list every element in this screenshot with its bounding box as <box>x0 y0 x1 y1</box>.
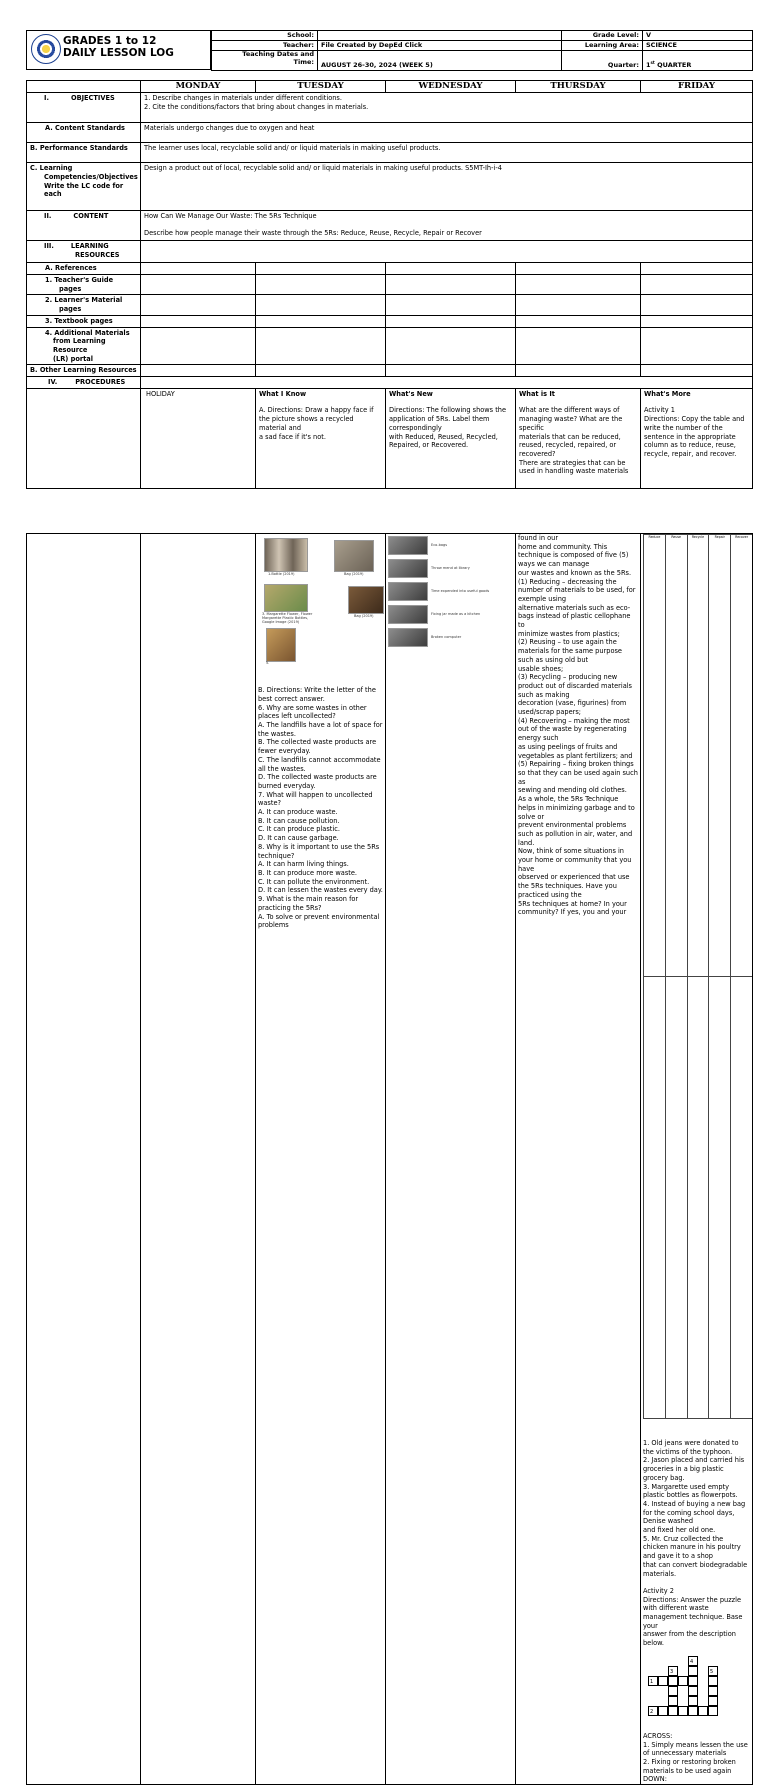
tuesday-image-row-1 <box>258 534 383 577</box>
day-header-wednesday: WEDNESDAY <box>386 81 516 93</box>
jar-image <box>388 605 428 624</box>
dates-value: AUGUST 26-30, 2024 (WEEK 5) <box>318 51 562 71</box>
cw-cell-2: 2 <box>648 1706 658 1716</box>
additional-materials-label <box>27 327 141 365</box>
wed-caption-2: Throw mend at library <box>431 565 470 570</box>
library-image <box>388 559 428 578</box>
wed-caption-1: Eco-bags <box>431 542 448 547</box>
col-recover: Recover <box>731 535 753 977</box>
procedures-header-cell <box>141 377 753 389</box>
other-resources-label: B. Other Learning Resources <box>27 365 141 377</box>
5rs-answer-table <box>643 534 753 1419</box>
procedures-label <box>27 377 141 389</box>
bottles-image <box>264 538 308 572</box>
lr-title-1: LEARNING <box>70 242 109 251</box>
grade-label: Grade Level: <box>562 31 643 41</box>
tg-l2: pages <box>59 284 82 293</box>
computer-image <box>388 628 428 647</box>
thursday-text: What are the different ways of managing waste? What are the specific materials that can be reduced, reused, recycled, repaired, or recovered? There are strategies that can be used in handling waste materials <box>519 406 629 476</box>
wednesday-title: What's New <box>389 389 433 398</box>
flower-bottle-image <box>264 584 308 612</box>
competencies-text: Design a product out of local, recyclable solid and/ or liquid materials in making useful products. S5MT-Ih-i-4 <box>141 163 753 211</box>
wed-caption-3: Time expended into useful goods <box>431 588 490 593</box>
objectives-title: OBJECTIVES <box>70 94 115 103</box>
area-value: SCIENCE <box>643 41 753 51</box>
caption-3: 3. Margarette Flower, Flower Margarette Plastic Bottles, Google Image (2019) <box>262 611 313 624</box>
learners-material-label <box>27 295 141 315</box>
am-l2: from Learning Resource <box>53 337 106 354</box>
content-text <box>141 211 753 241</box>
quarter-num: 1 <box>646 61 651 70</box>
friday-title: What's More <box>644 389 691 398</box>
p2-monday <box>141 534 256 1785</box>
procedure-monday <box>141 388 256 488</box>
goods-image <box>388 582 428 601</box>
performance-standards-label: B. Performance Standards <box>27 143 141 163</box>
dates-label <box>212 51 318 71</box>
procedure-tuesday <box>256 388 386 488</box>
day-header-thursday: THURSDAY <box>516 81 641 93</box>
p2-friday <box>641 534 753 1785</box>
area-label: Learning Area: <box>562 41 643 51</box>
title-line-1: GRADES 1 to 12 <box>63 35 157 47</box>
title-line-2: DAILY LESSON LOG <box>63 47 174 60</box>
wed-item-3 <box>388 582 513 601</box>
tuesday-image-row-3 <box>266 628 383 666</box>
am-l1: 4. Additional Materials <box>45 328 130 337</box>
deped-seal-icon <box>31 34 61 64</box>
p2-wednesday <box>386 534 516 1785</box>
log-title <box>63 35 174 59</box>
references-label: A. References <box>27 263 141 275</box>
objective-1: 1. Describe changes in materials under different conditions. <box>144 94 342 103</box>
lr-num: III. <box>44 242 54 251</box>
competencies-l3: Write the LC code for each <box>44 181 124 199</box>
crossword-puzzle <box>648 1656 728 1736</box>
cw-cell-1: 1 <box>648 1676 658 1686</box>
friday-activity-text: 1. Old jeans were donated to the victims of the typhoon. 2. Jason placed and carried his groceries in a big plastic grocery bag. 3. Margarette used empty plastic bottles as flowerpots. 4. Instead of buying a new bag for the coming school days, Denise washed and fixed her old one. 5. Mr. Cruz collected the chicken manure in his poultry and gave it to a shop that can convert biodegradable materials. Activity 2 Directions: Answer the puzzle with different waste management technique. Base your answer from the description below. <box>643 1439 748 1648</box>
col-reuse: Reuse <box>665 535 687 977</box>
vase-image <box>266 628 296 662</box>
tuesday-quiz-text: B. Directions: Write the letter of the best correct answer. 6. Why are some wastes in other places left uncollected? A. The landfills have a lot of space for the wastes. B. The collected waste products are fewer everyday. C. The landfills cannot accommodate all the wastes. D. The collected waste products are burned everyday. 7. What will happen to uncollected waste? A. It can produce waste. B. It can cause pollution. C. It can produce plastic. D. It can cause garbage. 8. Why is it important to use the 5Rs technique? A. It can harm living things. B. It can produce more waste. C. It can pollute the environment. D. It can lessen the wastes every day. 9. What is the main reason for practicing the 5Rs? A. To solve or prevent environmental problems <box>258 686 383 930</box>
col-reduce: Reduce <box>644 535 666 977</box>
logo-title-cell <box>26 30 211 70</box>
learning-resources-cell <box>141 241 753 263</box>
objectives-label <box>27 93 141 123</box>
teacher-value: File Created by DepEd Click <box>318 41 562 51</box>
friday-text: Activity 1 Directions: Copy the table and write the number of the sentence in the appropriate column as to reduce, reuse, recycle, repair, and recover. <box>644 406 745 458</box>
school-label: School: <box>212 31 318 41</box>
wed-item-2 <box>388 559 513 578</box>
learning-resources-label <box>27 241 141 263</box>
col-repair: Repair <box>709 535 731 977</box>
p2-label-col <box>27 534 141 1785</box>
school-value <box>318 31 562 41</box>
teachers-guide-label <box>27 275 141 295</box>
dates-label-1: Teaching Dates and <box>242 50 314 58</box>
procedure-friday <box>641 388 753 488</box>
wed-caption-4: Fixing jar made as a kitchen <box>431 611 481 616</box>
objective-2: 2. Cite the conditions/factors that bring about changes in materials. <box>144 103 369 112</box>
leather-bag-image <box>348 586 384 614</box>
bag-image <box>334 540 374 572</box>
quarter-value <box>643 51 753 71</box>
content-line-1: How Can We Manage Our Waste: The 5Rs Technique <box>144 212 317 221</box>
eco-bag-image <box>388 536 428 555</box>
am-l3: (LR) portal <box>53 354 93 363</box>
content-num: II. <box>44 212 52 221</box>
grade-value: V <box>643 31 753 41</box>
content-title: CONTENT <box>73 212 109 221</box>
wed-item-4 <box>388 605 513 624</box>
lesson-plan-table <box>26 80 753 489</box>
content-label <box>27 211 141 241</box>
quarter-label: Quarter: <box>562 51 643 71</box>
lr-title-2: RESOURCES <box>75 251 120 260</box>
procedure-wednesday <box>386 388 516 488</box>
p2-thursday <box>516 534 641 1785</box>
caption-2: Bag (2019) <box>344 572 364 576</box>
objectives-text <box>141 93 753 123</box>
cw-cell-4: 4 <box>688 1656 698 1666</box>
tuesday-image-row-2 <box>258 580 383 625</box>
caption-4: Bag (2019) <box>354 613 374 618</box>
lesson-plan-table-continued <box>26 533 753 1785</box>
friday-clues-text: ACROSS: 1. Simply means lessen the use of unnecessary materials 2. Fixing or restoring broken materials to be used again DOWN: <box>643 1731 748 1784</box>
procedures-num: IV. <box>48 378 58 387</box>
objectives-num: I. <box>44 94 49 103</box>
procedure-thursday <box>516 388 641 488</box>
wednesday-text: Directions: The following shows the application of 5Rs. Label them correspondingly with Reduced, Reused, Recycled, Repaired, or Recovered. <box>389 406 507 450</box>
monday-holiday: HOLIDAY <box>146 389 175 398</box>
tuesday-text: A. Directions: Draw a happy face if the picture shows a recycled material and a sad face if it's not. <box>259 406 374 441</box>
caption-1: 1.Bottle (2019) <box>268 572 295 576</box>
content-standards-label: A. Content Standards <box>27 123 141 143</box>
thursday-discussion-text: found in our home and community. This technique is composed of five (5) ways we can manage our wastes and known as the 5Rs. (1) Reducing – decreasing the number of materials to be used, for exemple using alternative materials such as eco-bags instead of plastic cellophane to minimize wastes from plastics; (2) Reusing – to use again the materials for the same purpose such as using old but usable shoes; (3) Recycling – producing new product out of discarded materials such as making decoration (vase, figurines) from used/scrap papers; (4) Recovering – making the most out of the waste by regenerating energy such as using peelings of fruits and vegetables as plant fertilizers; and (5) Repairing – fixing broken things so that they can be used again such as sewing and mending old clothes. As a whole, the 5Rs Technique helps in minimizing garbage and to solve or prevent environmental problems such as pollution in air, water, and land. Now, think of some situations in your home or community that you have observed or experienced that use the 5Rs techniques. Have you practiced using the 5Rs techniques at home? In your community? If yes, you and your <box>518 534 638 917</box>
day-header-friday: FRIDAY <box>641 81 753 93</box>
caption-5: 5. <box>266 661 270 666</box>
competencies-label <box>27 163 141 211</box>
dates-label-2: Time: <box>293 57 314 66</box>
performance-standards-text: The learner uses local, recyclable solid and/ or liquid materials in making useful products. <box>141 143 753 163</box>
quarter-sup: st <box>650 60 655 66</box>
competencies-l2: Competencies/Objectives <box>44 173 138 182</box>
procedures-title: PROCEDURES <box>75 378 126 387</box>
procedures-empty <box>27 388 141 488</box>
tuesday-title: What I Know <box>259 389 307 398</box>
quarter-text: QUARTER <box>654 61 692 70</box>
p2-tuesday <box>256 534 386 1785</box>
lm-l1: 2. Learner's Material <box>45 296 123 305</box>
content-line-2: Describe how people manage their waste through the 5Rs: Reduce, Reuse, Recycle, Repair or Recover <box>144 229 482 238</box>
cw-cell-3: 3 <box>668 1666 678 1676</box>
day-header-tuesday: TUESDAY <box>256 81 386 93</box>
meta-table <box>211 30 753 71</box>
col-recycle: Recycle <box>687 535 709 977</box>
wed-item-5 <box>388 628 513 647</box>
day-header-monday: MONDAY <box>141 81 256 93</box>
competencies-l1: C. Learning <box>30 164 73 173</box>
textbook-label: 3. Textbook pages <box>27 315 141 327</box>
wed-item-1 <box>388 536 513 555</box>
corner-cell <box>27 81 141 93</box>
teacher-label: Teacher: <box>212 41 318 51</box>
tg-l1: 1. Teacher's Guide <box>45 276 114 285</box>
content-standards-text: Materials undergo changes due to oxygen and heat <box>141 123 753 143</box>
thursday-title: What is It <box>519 389 555 398</box>
wed-caption-5: Broken computer <box>431 634 462 639</box>
cw-cell-5: 5 <box>708 1666 718 1676</box>
lm-l2: pages <box>59 305 82 314</box>
